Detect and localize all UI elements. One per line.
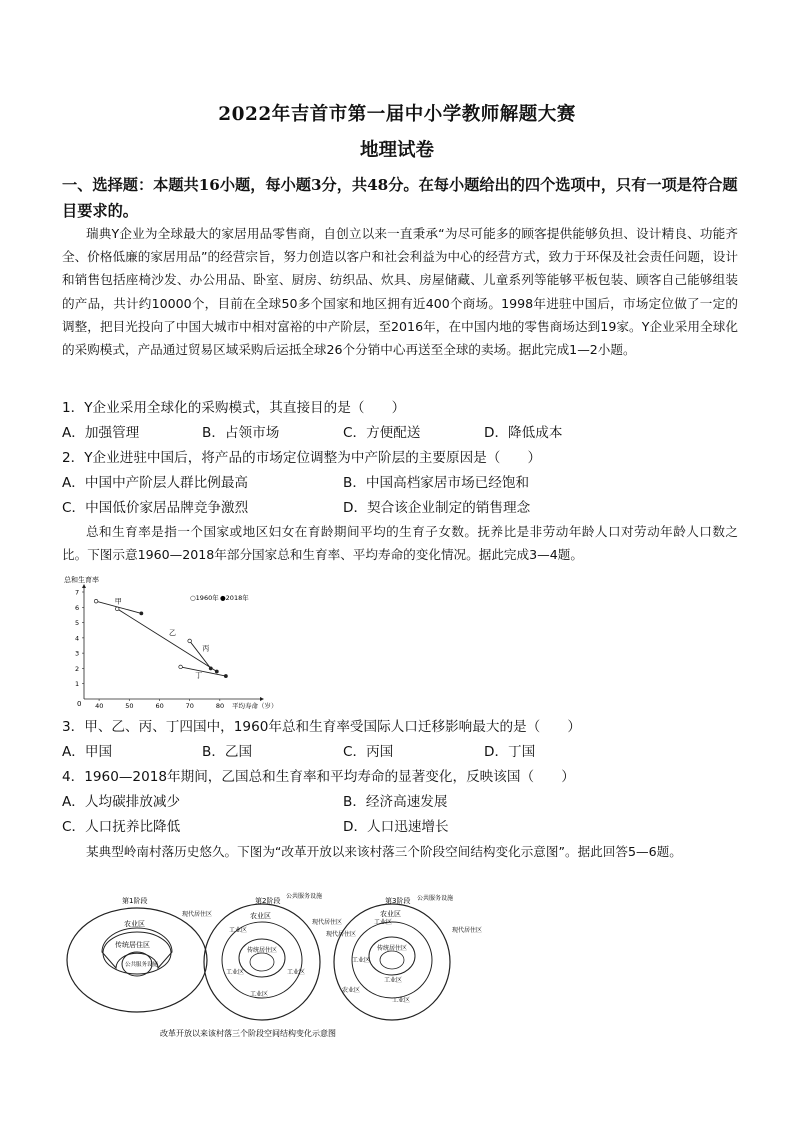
legend-1960: ○1960年 bbox=[190, 594, 219, 602]
legend-2018: ●2018年 bbox=[220, 594, 249, 602]
x-tick-label: 80 bbox=[215, 702, 225, 710]
point-1960-甲 bbox=[94, 599, 98, 603]
q1-option-b: B．占领市场 bbox=[202, 425, 280, 441]
y-tick-label: 6 bbox=[75, 603, 80, 612]
q2-option-d: D．契合该企业制定的销售理念 bbox=[343, 500, 531, 516]
chart-xlabel: 平均寿命（岁） bbox=[232, 702, 278, 710]
chart-ylabel: 总和生育率 bbox=[64, 576, 99, 584]
stage-2-farm: 农业区 bbox=[250, 912, 271, 920]
stage-3-industry-left: 工业区 bbox=[352, 957, 371, 964]
stage-1-traditional: 传统居住区 bbox=[115, 941, 150, 949]
stage-2-label: 第2阶段 bbox=[255, 897, 281, 905]
point-2018-甲 bbox=[139, 612, 143, 616]
stage-3-modern-left: 现代居住区 bbox=[326, 931, 357, 938]
q1-option-c: C．方便配送 bbox=[343, 425, 421, 441]
stage-3-farm-left: 农业区 bbox=[342, 987, 361, 994]
series-label-丁: 丁 bbox=[195, 671, 203, 680]
x-tick-label: 50 bbox=[125, 702, 134, 710]
y-tick-label: 1 bbox=[75, 680, 80, 689]
q4-option-b: B．经济高速发展 bbox=[343, 794, 448, 810]
stage-3-industry-mid: 工业区 bbox=[384, 977, 403, 984]
stage-3-public: 公共服务设施 bbox=[417, 895, 454, 902]
q3-option-d: D．丁国 bbox=[484, 744, 536, 760]
exam-title: 2022年吉首市第一届中小学教师解题大赛 bbox=[218, 104, 576, 125]
stage-1-label: 第1阶段 bbox=[122, 897, 148, 905]
q4-option-c: C．人口抚养比降低 bbox=[62, 819, 181, 835]
q2-option-c: C．中国低价家居品牌竞争激烈 bbox=[62, 500, 249, 516]
fertility-lifespan-chart bbox=[62, 572, 292, 712]
series-label-乙: 乙 bbox=[169, 629, 176, 638]
stage-3-label: 第3阶段 bbox=[385, 897, 411, 905]
q1-option-d: D．降低成本 bbox=[484, 425, 563, 441]
stage-3-industry-top: 工业区 bbox=[374, 919, 393, 926]
q4-option-a: A．人均碳排放减少 bbox=[62, 794, 181, 810]
q2-option-a: A．中国中产阶层人群比例最高 bbox=[62, 475, 249, 491]
question-2-stem: 2．Y企业进驻中国后，将产品的市场定位调整为中产阶层的主要原因是（ ） bbox=[62, 450, 542, 466]
stage-2-public: 公共服务设施 bbox=[286, 893, 323, 900]
y-tick-label: 5 bbox=[75, 619, 80, 628]
stage-2-industry-bottom: 工业区 bbox=[250, 991, 269, 998]
x-tick-label: 70 bbox=[185, 702, 194, 710]
exam-subtitle: 地理试卷 bbox=[359, 140, 434, 161]
question-4-stem: 4．1960—2018年期间，乙国总和生育率和平均寿命的显著变化，反映该国（ ） bbox=[62, 769, 575, 785]
q3-option-c: C．丙国 bbox=[343, 744, 394, 760]
series-label-丙: 丙 bbox=[202, 644, 210, 653]
passage-3: 某典型岭南村落历史悠久。下图为“改革开放以来该村落三个阶段空间结构变化示意图”。据此回答5—6题。 bbox=[86, 844, 682, 859]
diagram-caption: 改革开放以来该村落三个阶段空间结构变化示意图 bbox=[160, 1029, 336, 1038]
x-tick-label: 60 bbox=[155, 702, 164, 710]
point-2018-丙 bbox=[209, 667, 213, 671]
stage-2-modern-right: 现代居住区 bbox=[312, 919, 343, 926]
question-3-stem: 3．甲、乙、丙、丁四国中，1960年总和生育率受国际人口迁移影响最大的是（ ） bbox=[62, 719, 582, 735]
stage-3-industry-bottom: 工业区 bbox=[392, 997, 411, 1004]
question-1-stem: 1．Y企业采用全球化的采购模式，其直接目的是（ ） bbox=[62, 400, 406, 416]
q3-option-b: B．乙国 bbox=[202, 744, 253, 760]
y-tick-label: 2 bbox=[75, 664, 80, 673]
stage-3-diagram bbox=[326, 894, 482, 1020]
stage-3-farm: 农业区 bbox=[380, 910, 401, 918]
stage-2-traditional: 传统居住区 bbox=[247, 947, 278, 954]
stage-1-farm: 农业区 bbox=[124, 920, 145, 928]
point-2018-乙 bbox=[215, 670, 219, 674]
stage-3-modern-right: 现代居住区 bbox=[452, 927, 483, 934]
point-1960-乙 bbox=[115, 607, 119, 611]
q4-option-d: D．人口迅速增长 bbox=[343, 819, 449, 835]
stage-2-diagram bbox=[182, 892, 342, 1020]
y-tick-label: 7 bbox=[75, 588, 80, 597]
passage-2: 总和生育率是指一个国家或地区妇女在育龄期间平均的生育子女数。抚养比是非劳动年龄人口对劳动年龄人口数之比。下图示意1960—2018年部分国家总和生育率、平均寿命的变化情况。据此完成3—4题。 bbox=[62, 524, 738, 563]
chart-origin: 0 bbox=[77, 700, 82, 708]
stage-1-public: 公共服务设施 bbox=[125, 962, 159, 968]
point-1960-丙 bbox=[188, 639, 192, 643]
section-heading: 一、选择题：本题共16小题，每小题3分，共48分。在每小题给出的四个选项中，只有一项是符合题目要求的。 bbox=[62, 176, 738, 220]
y-tick-label: 4 bbox=[75, 634, 80, 643]
series-label-甲: 甲 bbox=[114, 597, 122, 606]
stage-3-traditional: 传统居住区 bbox=[377, 945, 408, 952]
village-structure-diagram bbox=[62, 890, 742, 1040]
q2-option-b: B．中国高档家居市场已经饱和 bbox=[343, 475, 530, 491]
stage-2-industry-left: 工业区 bbox=[226, 969, 245, 976]
point-2018-丁 bbox=[224, 674, 228, 678]
series-line-乙 bbox=[117, 609, 217, 672]
stage-2-industry-top: 工业区 bbox=[229, 927, 248, 934]
point-1960-丁 bbox=[179, 665, 183, 669]
passage-1: 瑞典Y企业为全球最大的家居用品零售商，自创立以来一直秉承“为尽可能多的顾客提供能够负担、设计精良、功能齐全、价格低廉的家居用品”的经营宗旨，努力创造以客户和社会利益为中心的经营方式，致力于环保及社会责任问题，设计和销售包括座椅沙发、办公用品、卧室、厨房、纺织品、炊具、房屋储藏、儿童系列等能够平板包装、顾客自己能够组装的产品，共计约10000个，目前在全球50多个国家和地区拥有近400个商场。1998年进驻中国后，市场定位做了一定的调整，把目光投向了中国大城市中相对富裕的中产阶层，至2016年，在中国内地的零售商场达到19家。Y企业采用全球化的采购模式，产品通过贸易区域采购后运抵全球26个分销中心再送至全球的卖场。据此完成1—2小题。 bbox=[62, 226, 738, 358]
stage-2-modern-left: 现代居住区 bbox=[182, 911, 213, 918]
y-tick-label: 3 bbox=[75, 649, 80, 658]
x-tick-label: 40 bbox=[95, 702, 104, 710]
stage-2-industry-right: 工业区 bbox=[287, 969, 306, 976]
series-line-丁 bbox=[181, 667, 226, 676]
q1-option-a: A．加强管理 bbox=[62, 425, 140, 441]
q3-option-a: A．甲国 bbox=[62, 744, 113, 760]
